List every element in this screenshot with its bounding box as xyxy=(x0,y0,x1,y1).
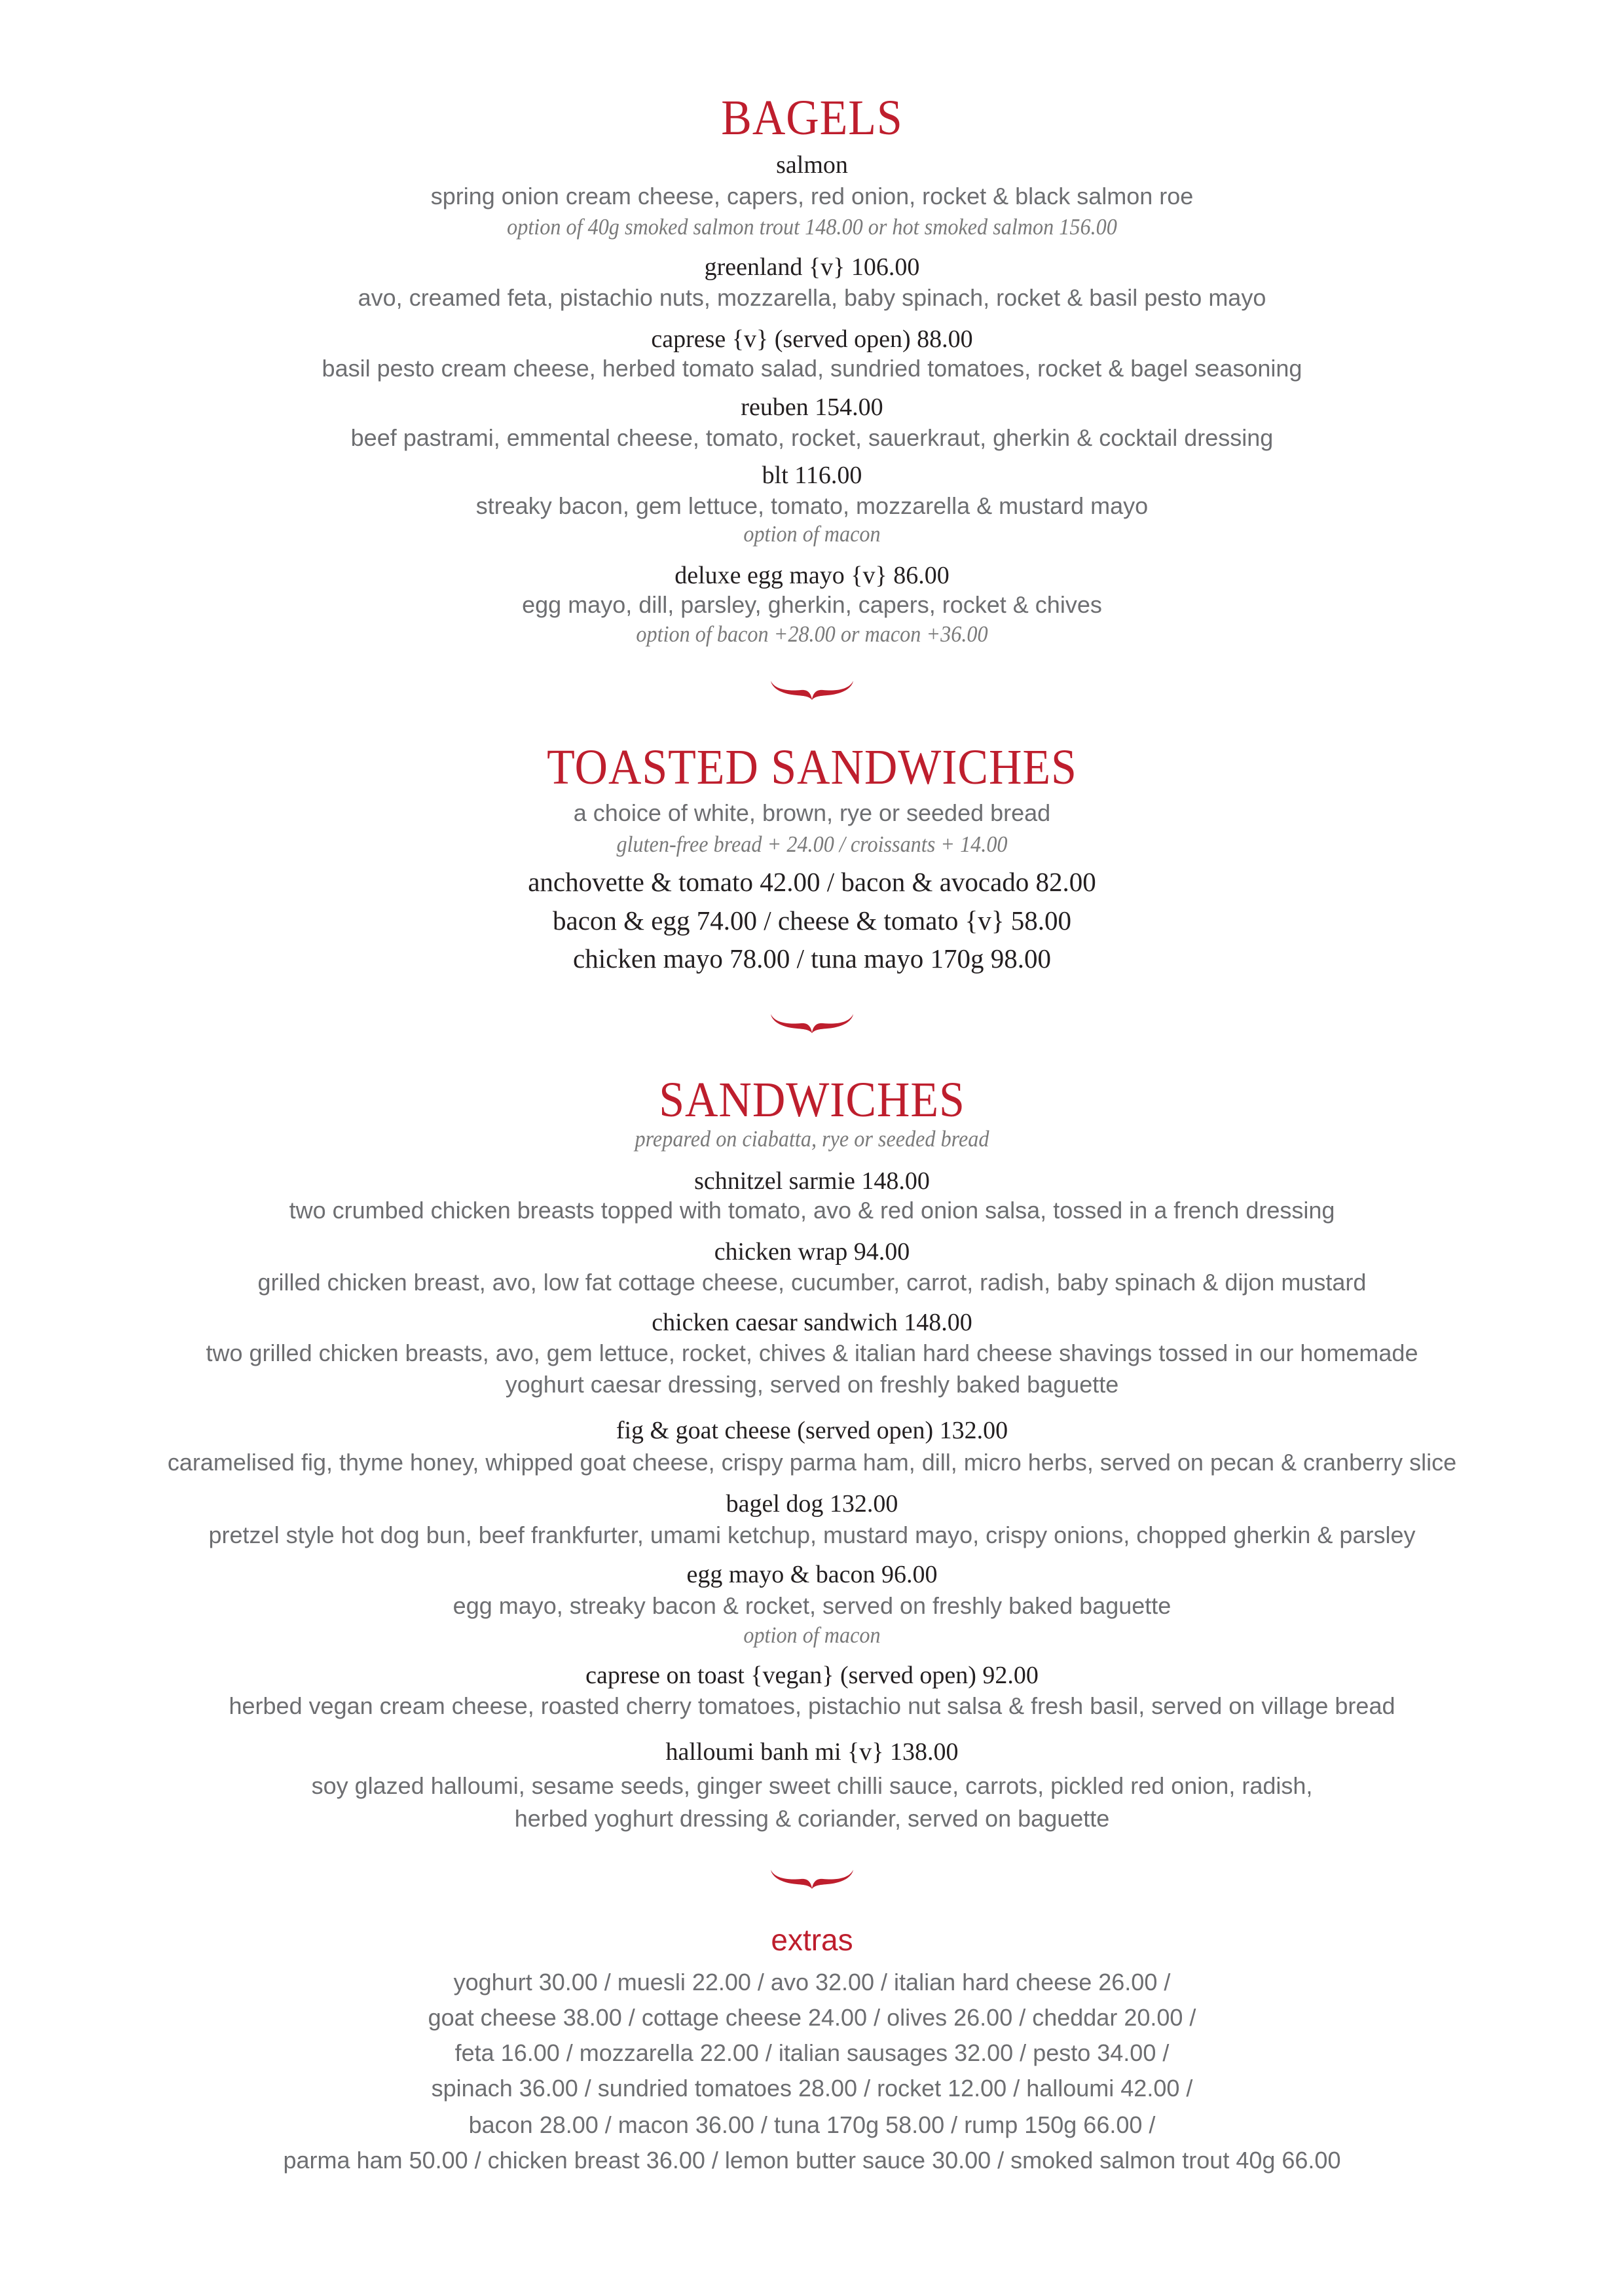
menu-item-name: salmon xyxy=(776,151,848,179)
extras-line: bacon 28.00 / macon 36.00 / tuna 170g 58.00 / rump 150g 66.00 / xyxy=(468,2111,1156,2138)
menu-item-name: greenland {v} 106.00 xyxy=(704,253,920,281)
menu-item-desc: herbed vegan cream cheese, roasted cherry tomatoes, pistachio nut salsa & fresh basil, served on village bread xyxy=(229,1692,1395,1719)
menu-item-name: chicken caesar sandwich 148.00 xyxy=(652,1309,972,1336)
menu-item-desc: soy glazed halloumi, sesame seeds, ginger sweet chilli sauce, carrots, pickled red onion, radish, xyxy=(311,1772,1313,1799)
menu-item-desc: beef pastrami, emmental cheese, tomato, rocket, sauerkraut, gherkin & cocktail dressing xyxy=(350,424,1274,451)
menu-item-desc: spring onion cream cheese, capers, red onion, rocket & black salmon roe xyxy=(430,183,1194,210)
extras-line: goat cheese 38.00 / cottage cheese 24.00 / olives 26.00 / cheddar 20.00 / xyxy=(428,2004,1196,2031)
menu-item-name: deluxe egg mayo {v} 86.00 xyxy=(674,562,950,589)
menu-item-desc: egg mayo, dill, parsley, gherkin, capers, rocket & chives xyxy=(522,591,1102,618)
menu-item-name: reuben 154.00 xyxy=(741,393,883,421)
menu-item-option: option of macon xyxy=(743,1622,881,1648)
menu-item-option: option of macon xyxy=(743,521,881,547)
flourish-divider-icon xyxy=(769,678,855,701)
menu-item-desc: avo, creamed feta, pistachio nuts, mozzarella, baby spinach, rocket & basil pesto mayo xyxy=(358,284,1266,311)
section-subtitle: prepared on ciabatta, rye or seeded bread xyxy=(635,1126,989,1152)
extras-line: parma ham 50.00 / chicken breast 36.00 / lemon butter sauce 30.00 / smoked salmon trout 40g 66.00 xyxy=(283,2147,1341,2174)
menu-item-name: blt 116.00 xyxy=(762,462,862,489)
toasted-line: anchovette & tomato 42.00 / bacon & avocado 82.00 xyxy=(528,867,1096,897)
menu-item-option: option of bacon +28.00 or macon +36.00 xyxy=(636,621,988,647)
section-title-sandwiches: SANDWICHES xyxy=(659,1072,965,1127)
menu-item-name: fig & goat cheese (served open) 132.00 xyxy=(616,1417,1008,1444)
section-title-extras: extras xyxy=(771,1923,853,1957)
section-subtitle: a choice of white, brown, rye or seeded bread xyxy=(573,799,1051,826)
flourish-divider-icon xyxy=(769,1011,855,1034)
menu-item-name: chicken wrap 94.00 xyxy=(714,1238,910,1266)
extras-line: feta 16.00 / mozzarella 22.00 / italian sausages 32.00 / pesto 34.00 / xyxy=(454,2039,1170,2066)
section-title-bagels: BAGELS xyxy=(721,90,903,145)
extras-line: yoghurt 30.00 / muesli 22.00 / avo 32.00 / italian hard cheese 26.00 / xyxy=(453,1969,1171,1995)
flourish-divider-icon xyxy=(769,1867,855,1889)
menu-item-desc: pretzel style hot dog bun, beef frankfurter, umami ketchup, mustard mayo, crispy onions, chopped gherkin & parsley xyxy=(208,1522,1416,1548)
menu-item-desc: yoghurt caesar dressing, served on freshly baked baguette xyxy=(505,1371,1119,1398)
toasted-line: chicken mayo 78.00 / tuna mayo 170g 98.00 xyxy=(573,943,1051,974)
menu-item-desc: streaky bacon, gem lettuce, tomato, mozzarella & mustard mayo xyxy=(475,492,1149,519)
menu-item-desc: caramelised fig, thyme honey, whipped goat cheese, crispy parma ham, dill, micro herbs, served on pecan & cranberry slice xyxy=(167,1449,1457,1476)
menu-item-name: halloumi banh mi {v} 138.00 xyxy=(665,1738,959,1766)
menu-item-name: caprese on toast {vegan} (served open) 92.00 xyxy=(585,1662,1039,1689)
toasted-line: bacon & egg 74.00 / cheese & tomato {v} 58.00 xyxy=(553,905,1071,936)
section-option: gluten-free bread + 24.00 / croissants + 14.00 xyxy=(616,831,1008,857)
menu-item-name: schnitzel sarmie 148.00 xyxy=(694,1167,930,1195)
menu-item-desc: grilled chicken breast, avo, low fat cottage cheese, cucumber, carrot, radish, baby spinach & dijon mustard xyxy=(257,1269,1367,1296)
menu-item-desc: egg mayo, streaky bacon & rocket, served on freshly baked baguette xyxy=(452,1592,1172,1619)
menu-item-desc: two crumbed chicken breasts topped with tomato, avo & red onion salsa, tossed in a french dressing xyxy=(289,1197,1335,1224)
menu-item-desc: herbed yoghurt dressing & coriander, served on baguette xyxy=(514,1805,1110,1832)
menu-item-option: option of 40g smoked salmon trout 148.00 or hot smoked salmon 156.00 xyxy=(507,214,1117,240)
extras-line: spinach 36.00 / sundried tomatoes 28.00 / rocket 12.00 / halloumi 42.00 / xyxy=(431,2075,1193,2102)
menu-item-name: bagel dog 132.00 xyxy=(726,1490,898,1518)
section-title-toasted-sandwiches: TOASTED SANDWICHES xyxy=(547,740,1077,795)
menu-item-name: egg mayo & bacon 96.00 xyxy=(686,1561,938,1588)
menu-item-desc: basil pesto cream cheese, herbed tomato salad, sundried tomatoes, rocket & bagel seasoning xyxy=(322,355,1302,382)
menu-item-name: caprese {v} (served open) 88.00 xyxy=(651,325,973,353)
menu-item-desc: two grilled chicken breasts, avo, gem lettuce, rocket, chives & italian hard cheese shavings tossed in our homemade xyxy=(206,1339,1418,1366)
